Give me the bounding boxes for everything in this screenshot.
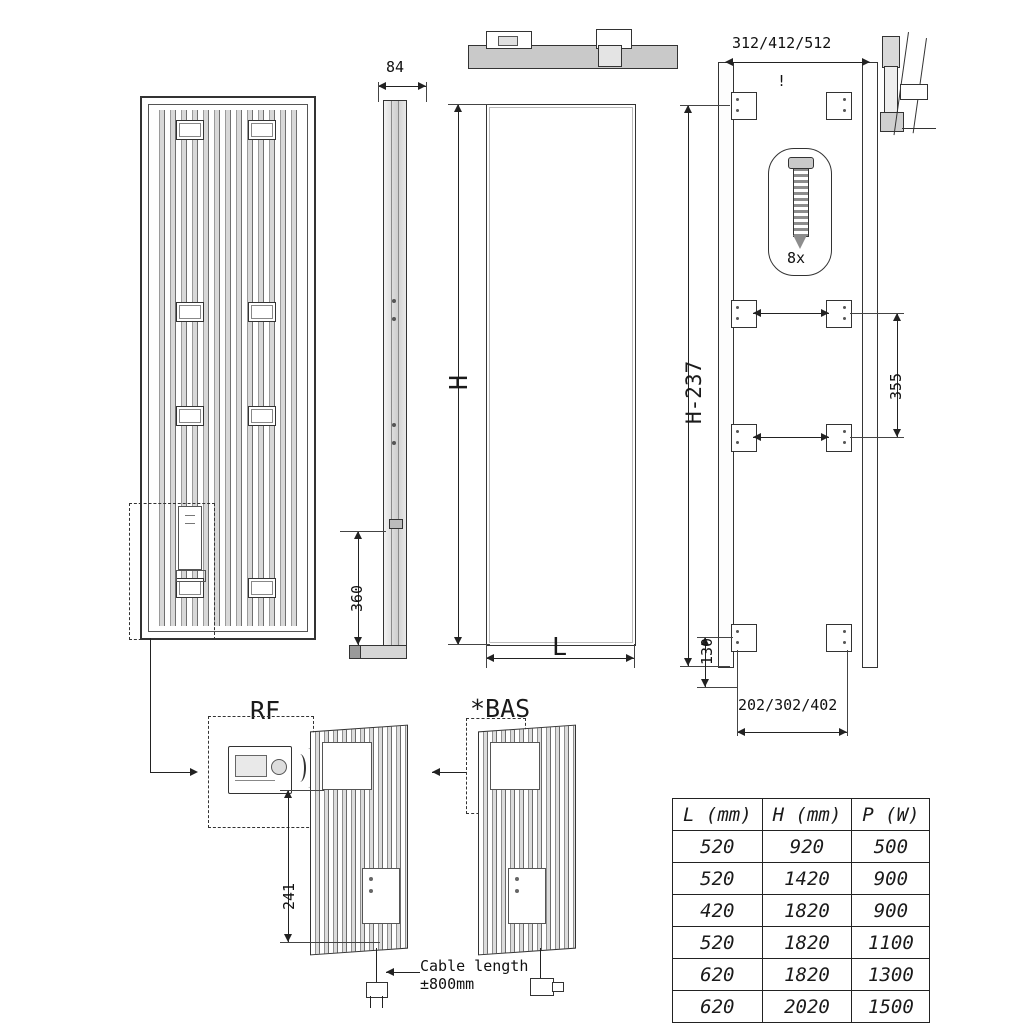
rail-plate [826,92,852,120]
warning-exclamation: ! [777,72,787,90]
extension-line [697,687,737,688]
rail-plate [826,300,852,328]
cell-L: 620 [673,959,763,991]
dim-arrow [737,728,745,736]
dim-L-label: L [552,632,568,661]
extension-line [280,790,324,791]
dim-mid-width-line [753,313,829,314]
cell-L: 520 [673,831,763,863]
cable [376,948,377,982]
rf-controller [228,746,292,794]
dim-arrow [839,728,847,736]
dim-arrow [862,58,870,66]
dim-arrow [284,790,292,798]
table-row [673,831,930,863]
detail-region-front [129,503,215,640]
top-view-detail [498,36,518,46]
radiator-side-foot-edge [349,645,361,659]
screw-callout [768,148,832,276]
spec-table [672,798,930,1023]
wall-rail-left [718,62,734,668]
table-row [673,927,930,959]
cell-H: 1820 [762,895,852,927]
cell-H: 1420 [762,863,852,895]
dim-arrow [725,58,733,66]
dim-top-width-label: 312/412/512 [732,34,832,52]
table-row [673,959,930,991]
dim-top-width-line [725,62,870,63]
dim-arrow [701,679,709,687]
bas-leader-arrow [432,768,440,776]
extension-line [847,650,848,736]
radiator-side-view [383,100,407,647]
bas-module [490,742,540,790]
dim-arrow [753,433,761,441]
dim-arrow [454,104,462,112]
leader-arrow [190,768,198,776]
cell-P: 900 [852,863,930,895]
extension-line [680,105,730,106]
extension-line [378,82,379,102]
bracket [248,578,276,598]
cable [540,948,541,978]
cell-P: 500 [852,831,930,863]
dim-arrow [486,654,494,662]
dim-arrow [354,637,362,645]
bas-module-lower [508,868,546,924]
plug-pin [382,996,383,1008]
dim-arrow [893,429,901,437]
extension-line [486,644,487,668]
table-header-row [673,799,930,831]
extension-line [280,942,380,943]
rf-screen [235,755,267,777]
dim-241-line [288,790,289,942]
dim-arrow [753,309,761,317]
wall-hook-detail [878,32,954,142]
bracket [176,302,204,322]
dim-arrow [626,654,634,662]
col-header-H: H (mm) [762,799,852,831]
leader-line [150,638,151,772]
screw-count-label: 8x [787,249,806,267]
cable-length-line1: Cable length [420,957,529,975]
dim-arrow [354,531,362,539]
cable-length-line2: ±800mm [420,975,475,993]
extension-line [850,437,904,438]
extension-line [634,644,635,668]
cell-L: 420 [673,895,763,927]
rail-plate [826,424,852,452]
cable-length-arrow [386,968,394,976]
dim-H-label: H [444,374,473,390]
dim-H237-label: H-237 [682,360,706,424]
extension-line [340,531,386,532]
dim-arrow [684,105,692,113]
rf-label: RF [250,696,281,725]
cell-L: 520 [673,927,763,959]
rf-module-lower [362,868,400,924]
dim-241-label: 241 [280,882,298,910]
bas-label: *BAS [470,694,531,723]
dim-arrow [821,433,829,441]
extension-line [850,313,904,314]
plug-pin [370,996,371,1008]
wall-rail-right [862,62,878,668]
rf-knob [271,759,287,775]
table-row [673,895,930,927]
dim-arrow [378,82,386,90]
dim-355-label: 355 [887,372,905,400]
cell-P: 1100 [852,927,930,959]
cell-H: 920 [762,831,852,863]
dim-mid-width-line [753,437,829,438]
cell-P: 900 [852,895,930,927]
plug [530,978,554,996]
table-row [673,863,930,895]
bracket [176,120,204,140]
extension-line [737,650,738,736]
cell-H: 1820 [762,927,852,959]
screw-icon [793,161,809,237]
screw-tip [793,235,807,249]
screw-head [788,157,814,169]
col-header-P: P (W) [852,799,930,831]
extension-line [448,644,490,645]
leader-line [150,772,190,773]
plug-prong [552,982,564,992]
table-row [673,991,930,1023]
bracket [176,406,204,426]
cell-L: 620 [673,991,763,1023]
bracket [248,406,276,426]
dim-130-label: 130 [698,637,716,665]
extension-line [426,82,427,102]
bracket [248,302,276,322]
cell-H: 2020 [762,991,852,1023]
rail-plate [826,624,852,652]
top-view-bracket [598,45,622,67]
dim-depth-label: 84 [386,58,405,76]
dim-arrow [284,934,292,942]
dim-arrow [893,313,901,321]
cell-P: 1300 [852,959,930,991]
rf-module [322,742,372,790]
dim-360-label: 360 [348,584,366,612]
dim-bottom-width-label: 202/302/402 [738,696,838,714]
dim-bottom-width-line [737,732,847,733]
cell-L: 520 [673,863,763,895]
bracket [248,120,276,140]
dim-arrow [821,309,829,317]
cell-H: 1820 [762,959,852,991]
cell-P: 1500 [852,991,930,1023]
extension-line [448,104,490,105]
dim-arrow [418,82,426,90]
rail-plate [731,624,757,652]
rail-plate [731,92,757,120]
dim-arrow [684,658,692,666]
col-header-L: L (mm) [673,799,763,831]
